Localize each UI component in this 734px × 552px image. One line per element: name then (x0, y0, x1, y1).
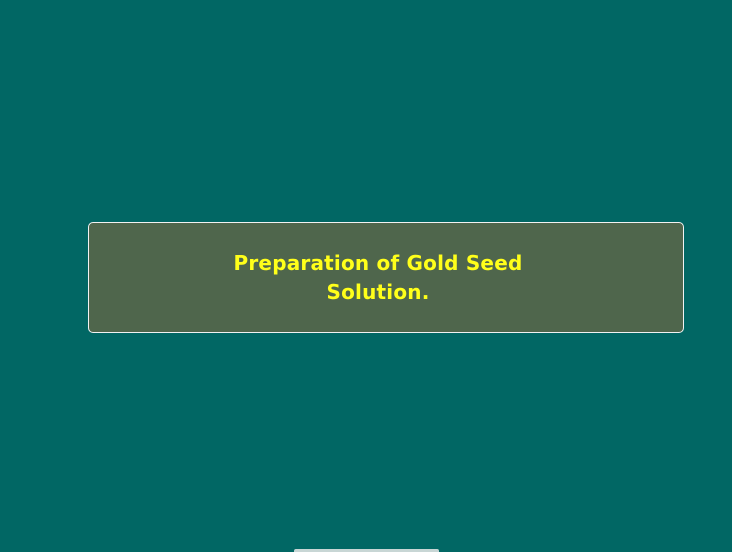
title-box (88, 222, 684, 333)
slide-title: Preparation of Gold Seed Solution. (233, 250, 523, 304)
